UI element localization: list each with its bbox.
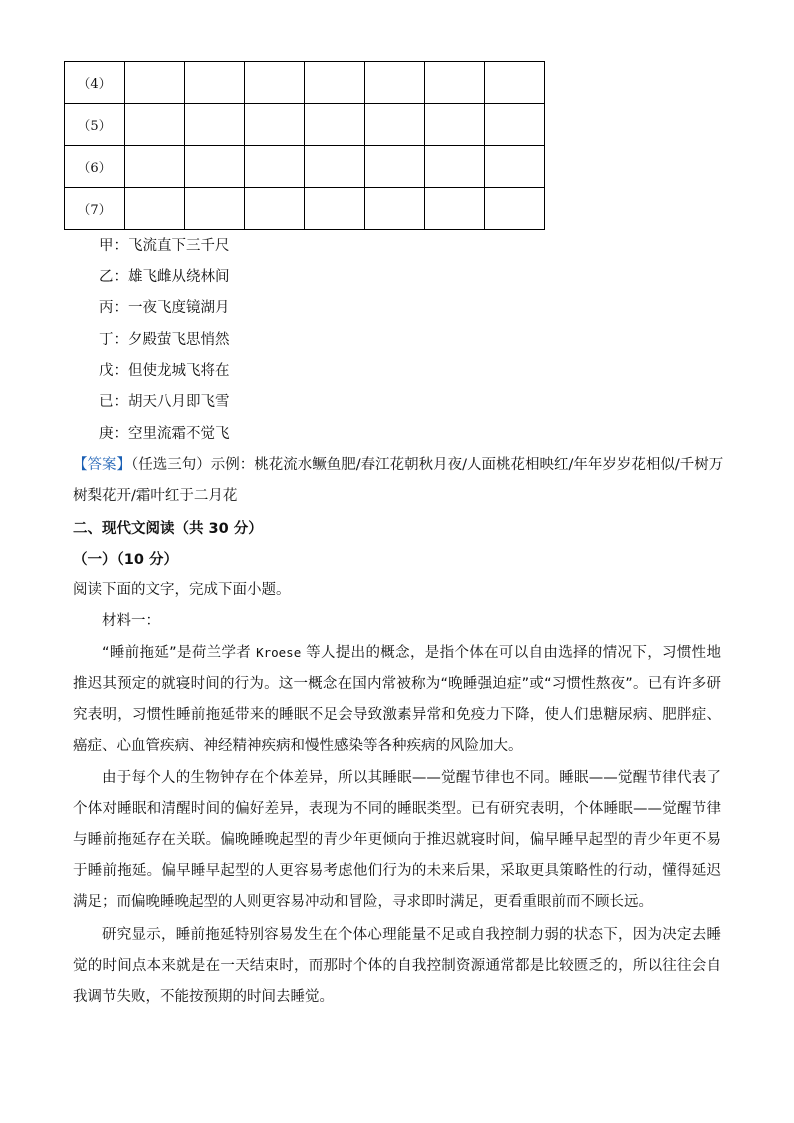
option-line-yi2: 已：胡天八月即飞雪 <box>99 394 230 410</box>
grid-cell[interactable] <box>245 104 305 146</box>
p1-part-a: 是荷兰学者 <box>176 645 252 661</box>
option-line-yi: 乙：雄飞雌从绕林间 <box>99 269 230 285</box>
option-line-jia: 甲：飞流直下三千尺 <box>99 238 230 254</box>
grid-row <box>65 62 545 104</box>
grid-cell[interactable] <box>365 104 425 146</box>
grid-cell[interactable] <box>185 188 245 230</box>
grid-row-label: （7） <box>65 188 125 230</box>
grid-cell[interactable] <box>125 104 185 146</box>
answer-grid-table <box>64 61 545 230</box>
grid-cell[interactable] <box>305 146 365 188</box>
grid-cell[interactable] <box>245 146 305 188</box>
grid-row-label: （4） <box>65 62 125 104</box>
grid-cell[interactable] <box>305 104 365 146</box>
grid-cell[interactable] <box>185 104 245 146</box>
material-paragraph-3: 研究显示，睡前拖延特别容易发生在个体心理能量不足或自我控制力弱的状态下，因为决定去睡觉的时间点本来就是在一天结束时，而那时个体的自我控制资源通常都是比较匮乏的，所以往往会自我调节失败，不能按预期的时间去睡觉。 <box>73 927 721 1005</box>
grid-row-label: （6） <box>65 146 125 188</box>
grid-cell[interactable] <box>365 146 425 188</box>
grid-cell[interactable] <box>245 62 305 104</box>
section-title: 二、现代文阅读（共 30 分） <box>73 521 263 537</box>
grid-row <box>65 188 545 230</box>
grid-cell[interactable] <box>425 146 485 188</box>
grid-cell[interactable] <box>185 146 245 188</box>
grid-cell[interactable] <box>245 188 305 230</box>
grid-row <box>65 146 545 188</box>
grid-cell[interactable] <box>305 188 365 230</box>
answer-tag: 【答案】 <box>73 457 131 473</box>
option-line-geng: 庚：空里流霜不觉飞 <box>99 426 230 442</box>
material-label: 材料一： <box>102 613 160 629</box>
grid-row-label: （5） <box>65 104 125 146</box>
grid-row <box>65 104 545 146</box>
reading-instruction: 阅读下面的文字，完成下面小题。 <box>73 582 291 598</box>
material-paragraph-2: 由于每个人的生物钟存在个体差异，所以其睡眠——觉醒节律也不同。睡眠——觉醒节律代表了个体对睡眠和清醒时间的偏好差异，表现为不同的睡眠类型。已有研究表明，个体睡眠——觉醒节律与睡前拖延存在关联。偏晚睡晚起型的青少年更倾向于推迟就寝时间，偏早睡早起型的青少年更不易于睡前拖延。偏早睡早起型的人更容易考虑他们行为的未来后果，采取更具策略性的行动，懂得延迟满足；而偏晚睡晚起型的人则更容易冲动和冒险，寻求即时满足，更看重眼前而不顾长远。 <box>73 770 721 910</box>
grid-cell[interactable] <box>485 188 545 230</box>
grid-cell[interactable] <box>365 188 425 230</box>
answer-line-2: 树梨花开/霜叶红于二月花 <box>73 488 238 504</box>
grid-cell[interactable] <box>425 188 485 230</box>
grid-cell[interactable] <box>485 62 545 104</box>
grid-cell[interactable] <box>425 62 485 104</box>
grid-cell[interactable] <box>485 146 545 188</box>
option-line-ding: 丁：夕殿萤飞思悄然 <box>99 332 230 348</box>
option-line-wu: 戊：但使龙城飞将在 <box>99 363 230 379</box>
option-line-bing: 丙：一夜飞度镜湖月 <box>99 300 230 316</box>
answer-text-1: （任选三句）示例：桃花流水鳜鱼肥/春江花朝秋月夜/人面桃花相映红/年年岁岁花相似/千树万 <box>131 457 724 473</box>
grid-cell[interactable] <box>185 62 245 104</box>
grid-cell[interactable] <box>125 62 185 104</box>
grid-cell[interactable] <box>365 62 425 104</box>
section-subtitle: （一）（10 分） <box>73 552 178 568</box>
scholar-name: Kroese <box>256 645 302 660</box>
material-paragraph-1 <box>73 637 721 762</box>
answer-line-1 <box>73 455 723 475</box>
grid-cell[interactable] <box>485 104 545 146</box>
grid-cell[interactable] <box>425 104 485 146</box>
term-quote: “睡前拖延” <box>102 645 177 661</box>
grid-cell[interactable] <box>125 146 185 188</box>
grid-cell[interactable] <box>305 62 365 104</box>
grid-cell[interactable] <box>125 188 185 230</box>
p1-part-b: 等人提出的概念，是指个体在可以自由选择的情况下，习惯性地推迟其预定的就寝时间的行为。这一概念在国内常被称为“晚睡强迫症”或“习惯性熬夜”。已有许多研究表明，习惯性睡前拖延带来的睡眠不足会导致激素异常和免疫力下降，使人们患糖尿病、肥胖症、癌症、心血管疾病、神经精神疾病和慢性感染等各种疾病的风险加大。 <box>73 645 722 754</box>
